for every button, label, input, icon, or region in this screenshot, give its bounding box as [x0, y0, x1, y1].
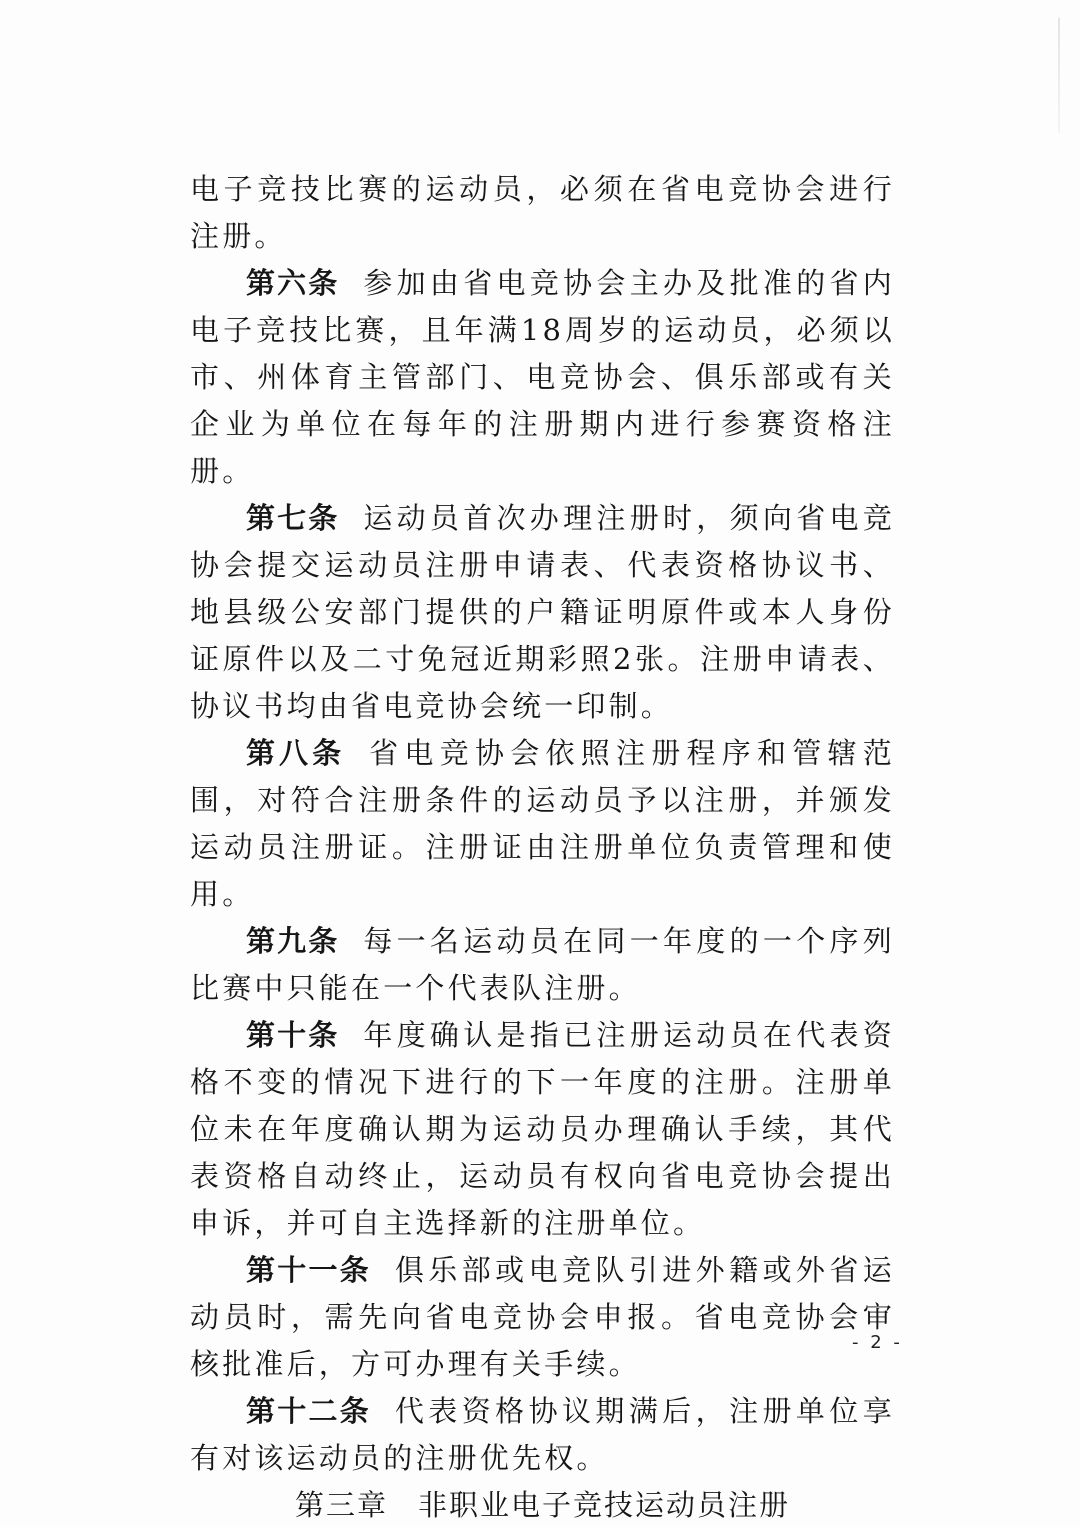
article-11	[190, 1247, 895, 1388]
article-number: 第七条	[246, 501, 340, 535]
article-number: 第十条	[246, 1018, 340, 1052]
article-8	[190, 730, 895, 918]
article-number: 第十二条	[246, 1394, 371, 1428]
article-7	[190, 495, 895, 730]
scan-edge-mark	[1058, 18, 1060, 133]
article-number: 第九条	[246, 924, 340, 958]
article-text: 省电竞协会依照注册程序和管辖范围，对符合注册条件的运动员予以注册，并颁发运动员注册证。注册证由注册单位负责管理和使用。	[190, 736, 895, 911]
article-12	[190, 1388, 895, 1482]
article-6	[190, 260, 895, 495]
chapter-number: 第三章	[294, 1488, 388, 1522]
chapter-heading	[190, 1482, 895, 1529]
article-number: 第六条	[246, 266, 340, 300]
article-text: 代表资格协议期满后，注册单位享有对该运动员的注册优先权。	[190, 1394, 895, 1475]
article-text: 运动员首次办理注册时，须向省电竞协会提交运动员注册申请表、代表资格协议书、地县级公安部门提供的户籍证明原件或本人身份证原件以及二寸免冠近期彩照2张。注册申请表、协议书均由省电竞协会统一印制。	[190, 501, 895, 723]
article-text: 每一名运动员在同一年度的一个序列比赛中只能在一个代表队注册。	[190, 924, 895, 1005]
article-text: 参加由省电竞协会主办及批准的省内电子竞技比赛，且年满18周岁的运动员，必须以市、州体育主管部门、电竞协会、俱乐部或有关企业为单位在每年的注册期内进行参赛资格注册。	[190, 266, 895, 488]
document-body	[190, 166, 895, 1529]
article-9	[190, 918, 895, 1012]
chapter-title: 非职业电子竞技运动员注册	[418, 1488, 791, 1522]
lead-paragraph: 电子竞技比赛的运动员，必须在省电竞协会进行注册。	[190, 172, 895, 253]
article-number: 第十一条	[246, 1253, 371, 1287]
page-number: - 2 -	[852, 1332, 903, 1353]
article-text: 俱乐部或电竞队引进外籍或外省运动员时，需先向省电竞协会申报。省电竞协会审核批准后，方可办理有关手续。	[190, 1253, 895, 1381]
article-text: 年度确认是指已注册运动员在代表资格不变的情况下进行的下一年度的注册。注册单位未在年度确认期为运动员办理确认手续，其代表资格自动终止，运动员有权向省电竞协会提出申诉，并可自主选择新的注册单位。	[190, 1018, 895, 1240]
article-10	[190, 1012, 895, 1247]
article-number: 第八条	[246, 736, 346, 770]
